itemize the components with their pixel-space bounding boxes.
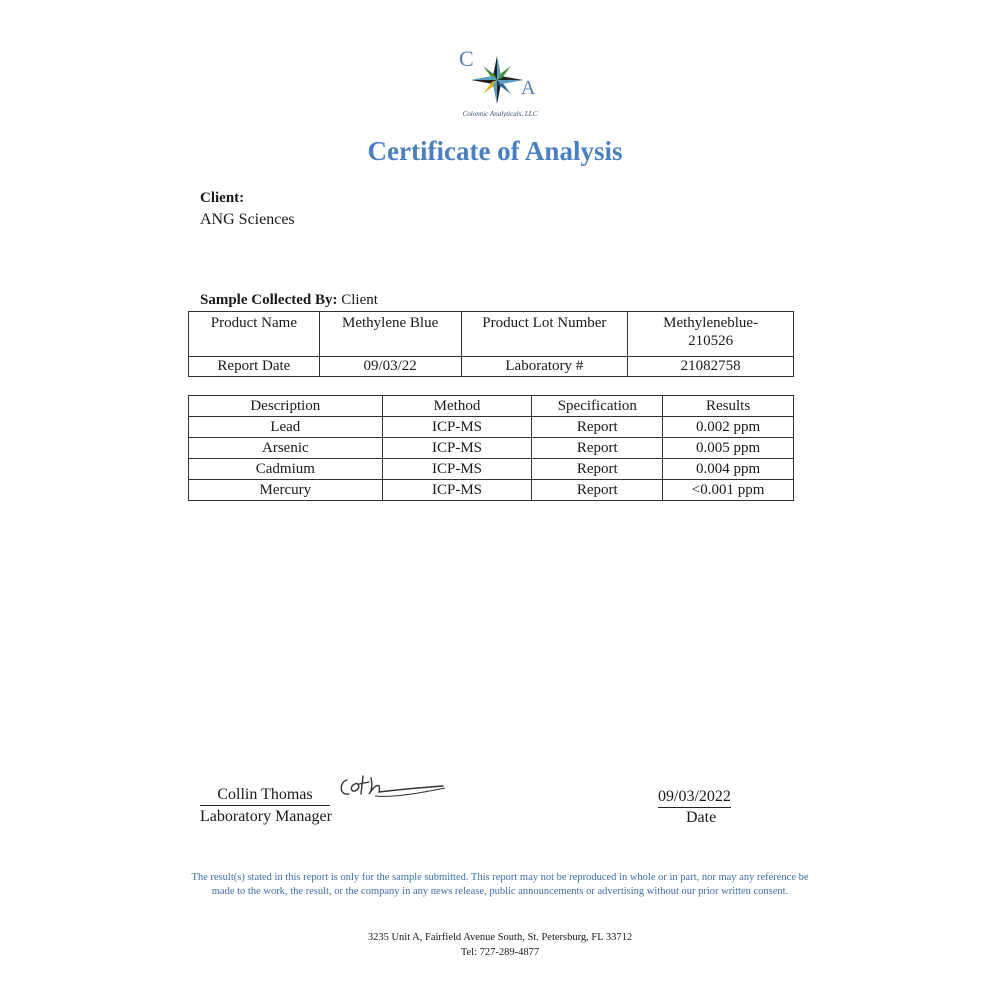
logo-caption: Colonnic Analyticals, LLC — [462, 110, 538, 118]
table-cell: Product Lot Number — [461, 312, 628, 357]
table-cell: 21082758 — [628, 357, 794, 377]
table-cell: 0.004 ppm — [663, 459, 794, 480]
product-info-table — [188, 311, 794, 377]
table-row — [189, 459, 794, 480]
signer-title: Laboratory Manager — [200, 808, 332, 825]
table-cell: Laboratory # — [461, 357, 628, 377]
table-cell: Cadmium — [189, 459, 383, 480]
table-cell: Report — [532, 480, 663, 501]
client-name: ANG Sciences — [200, 211, 295, 228]
results-table — [188, 395, 794, 501]
table-header-row — [189, 396, 794, 417]
table-cell: 0.002 ppm — [663, 417, 794, 438]
table-row — [189, 312, 794, 357]
logo-letter-a: A — [521, 77, 536, 99]
table-cell: Report — [532, 438, 663, 459]
table-cell: Report — [532, 459, 663, 480]
table-cell: Methyleneblue- 210526 — [628, 312, 794, 357]
table-cell: 0.005 ppm — [663, 438, 794, 459]
client-heading: Client: — [200, 190, 245, 206]
signer-name: Collin Thomas — [200, 786, 330, 806]
table-cell: Arsenic — [189, 438, 383, 459]
phone-line: Tel: 727-289-4877 — [460, 947, 540, 958]
address-line: 3235 Unit A, Fairfield Avenue South, St. Petersburg, FL 33712 — [367, 932, 633, 943]
disclaimer-text: The result(s) stated in this report is only for the sample submitted. This report may not be reproduced in whole or in part, nor may any reference be made to the work, the result, or the company in any news release, public announcements or advertising without our prior written consent. — [191, 872, 809, 897]
column-header: Description — [189, 396, 383, 417]
sample-collected-line — [200, 292, 378, 309]
column-header: Results — [663, 396, 794, 417]
table-cell: Report — [532, 417, 663, 438]
table-row — [189, 417, 794, 438]
table-row — [189, 357, 794, 377]
date-label: Date — [686, 809, 717, 826]
sample-collected-value: Client — [341, 292, 378, 308]
table-cell: Lead — [189, 417, 383, 438]
table-cell: ICP-MS — [382, 438, 532, 459]
page-title: Certificate of Analysis — [367, 136, 623, 166]
signature-date: 09/03/2022 — [658, 788, 731, 808]
table-cell: <0.001 ppm — [663, 480, 794, 501]
table-cell: ICP-MS — [382, 459, 532, 480]
table-cell: 09/03/22 — [319, 357, 461, 377]
table-cell: Methylene Blue — [319, 312, 461, 357]
table-cell: ICP-MS — [382, 417, 532, 438]
table-cell: Product Name — [189, 312, 320, 357]
column-header: Specification — [532, 396, 663, 417]
table-row — [189, 438, 794, 459]
table-cell: Report Date — [189, 357, 320, 377]
table-row — [189, 480, 794, 501]
table-cell: Mercury — [189, 480, 383, 501]
column-header: Method — [382, 396, 532, 417]
sample-collected-label: Sample Collected By: — [200, 292, 338, 308]
handwritten-signature — [335, 770, 450, 806]
address-block — [300, 930, 700, 960]
table-cell: ICP-MS — [382, 480, 532, 501]
logo-letter-c: C — [459, 46, 474, 71]
